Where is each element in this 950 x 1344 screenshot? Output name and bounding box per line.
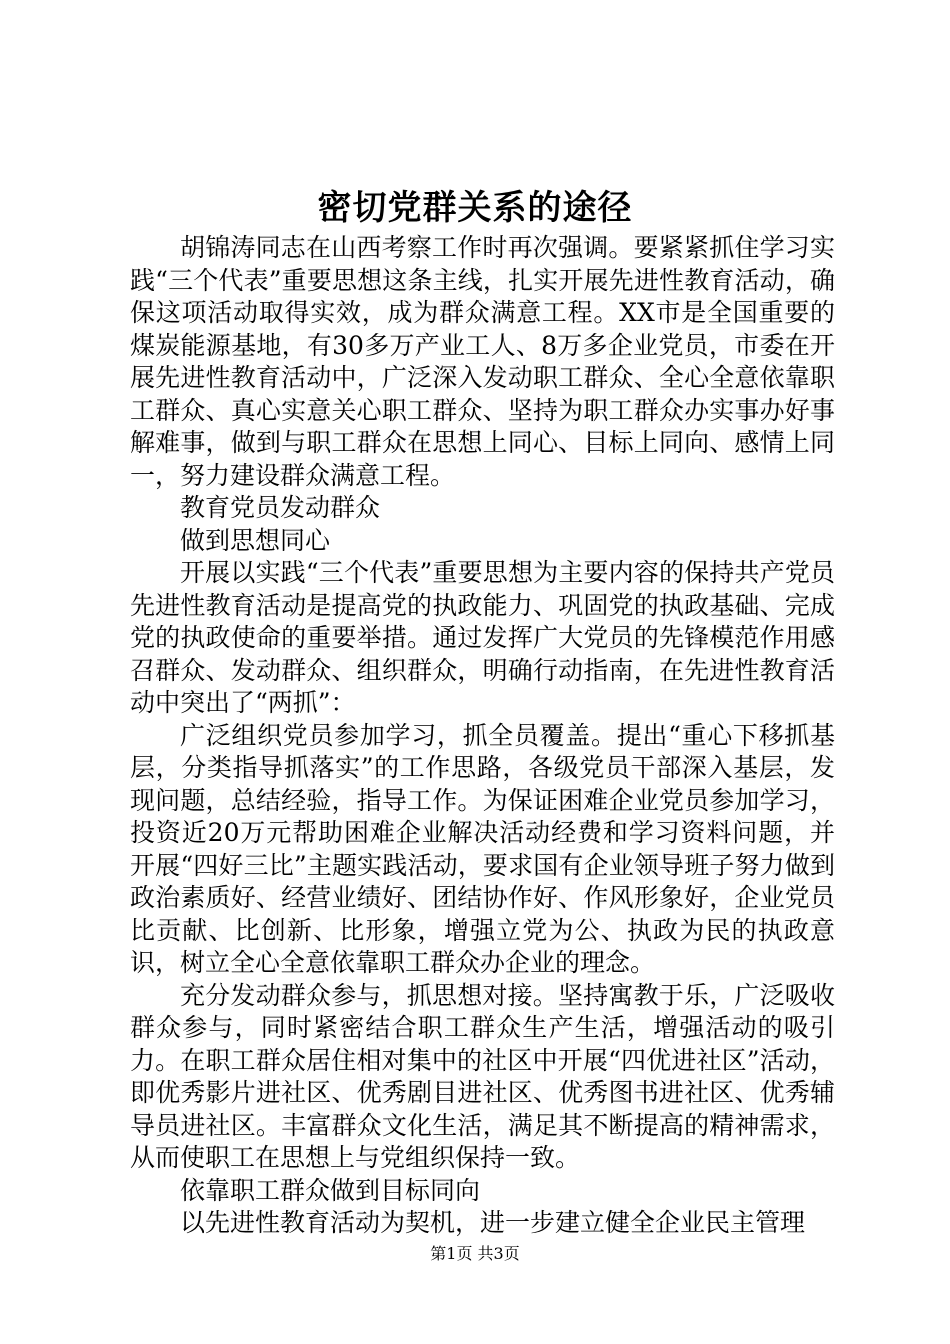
- document-body: [130, 232, 835, 1240]
- paragraph-mobilize-masses: 充分发动群众参与，抓思想对接。坚持寓教于乐，广泛吸收群众参与，同时紧密结合职工群众生产生活，增强活动的吸引力。在职工群众居住相对集中的社区中开展“四优进社区”活动，即优秀影片进社区、优秀剧目进社区、优秀图书进社区、优秀辅导员进社区。丰富群众文化生活，满足其不断提高的精神需求，从而使职工在思想上与党组织保持一致。: [130, 980, 835, 1172]
- section-heading-educate-members: 教育党员发动群众: [180, 493, 381, 522]
- section-heading-goal-alignment: 依靠职工群众做到目标同向: [180, 1175, 481, 1205]
- paragraph-organize-study: 广泛组织党员参加学习，抓全员覆盖。提出“重心下移抓基层，分类指导抓落实”的工作思路，各级党员干部深入基层，发现问题，总结经验，指导工作。为保证困难企业党员参加学习，投资近20万元帮助困难企业解决活动经费和学习资料问题，并开展“四好三比”主题实践活动，要求国有企业领导班子努力做到政治素质好、经营业绩好、团结协作好、作风形象好，企业党员比贡献、比创新、比形象，增强立党为公、执政为民的执政意识，树立全心全意依靠职工群众办企业的理念。: [130, 720, 835, 977]
- section-heading-thought-unity: 做到思想同心: [180, 525, 331, 555]
- paragraph-education-activity: 开展以实践“三个代表”重要思想为主要内容的保持共产党员先进性教育活动是提高党的执政能力、巩固党的执政基础、完成党的执政使命的重要举措。通过发挥广大党员的先锋模范作用感召群众、发动群众、组织群众，明确行动指南，在先进性教育活动中突出了“两抓”：: [130, 558, 835, 717]
- paragraph-democratic-management: 以先进性教育活动为契机，进一步建立健全企业民主管理: [180, 1208, 806, 1237]
- document-title: 密切党群关系的途径: [317, 188, 633, 228]
- paragraph-intro: 胡锦涛同志在山西考察工作时再次强调。要紧紧抓住学习实践“三个代表”重要思想这条主线，扎实开展先进性教育活动，确保这项活动取得实效，成为群众满意工程。XX市是全国重要的煤炭能源基地，有30多万产业工人、8万多企业党员，市委在开展先进性教育活动中，广泛深入发动职工群众、全心全意依靠职工群众、真心实意关心职工群众、坚持为职工群众办实事办好事解难事，做到与职工群众在思想上同心、目标上同向、感情上同一，努力建设群众满意工程。: [130, 233, 835, 490]
- page-number-footer: 第1页 共3页: [430, 1244, 520, 1263]
